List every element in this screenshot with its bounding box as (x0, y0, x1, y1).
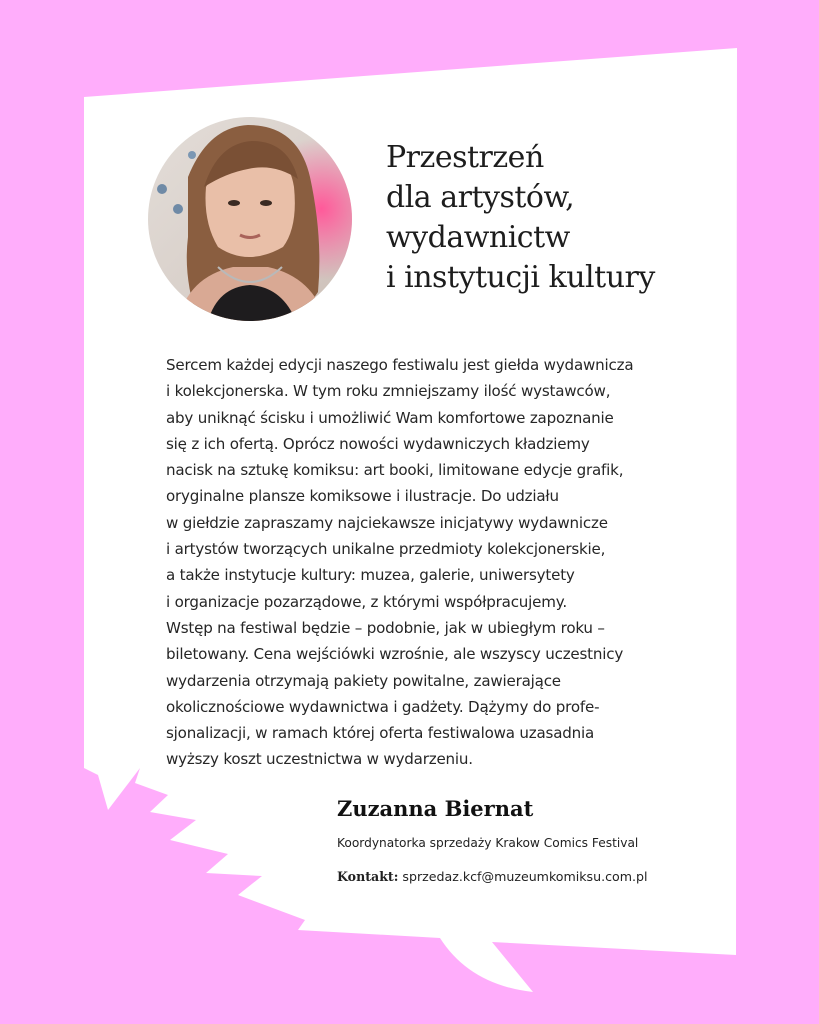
body-line: się z ich ofertą. Oprócz nowości wydawniczych kładziemy (166, 434, 590, 453)
body-line: wyższy koszt uczestnictwa w wydarzeniu. (166, 750, 473, 769)
contact-email-link[interactable]: sprzedaz.kcf@muzeumkomiksu.com.pl (402, 869, 648, 884)
body-line: w giełdzie zapraszamy najciekawsze inicjatywy wydawnicze (166, 513, 608, 532)
headline (386, 138, 716, 298)
body-line: biletowany. Cena wejściówki wzrośnie, ale wszyscy uczestnicy (166, 645, 624, 664)
headline-line: dla artystów, (386, 180, 575, 215)
body-line: oryginalne plansze komiksowe i ilustracje. Do udziału (166, 487, 559, 506)
headline-line: Przestrzeń (386, 140, 544, 175)
contact-label: Kontakt: (337, 869, 399, 884)
body-line: okolicznościowe wydawnictwa i gadżety. Dążymy do profe- (166, 697, 600, 716)
headline-line: i instytucji kultury (386, 260, 655, 295)
author-name: Zuzanna Biernat (337, 796, 534, 821)
body-line: i artystów tworzących unikalne przedmioty kolekcjonerskie, (166, 540, 606, 559)
headline-line: wydawnictw (386, 220, 570, 255)
body-line: Wstęp na festiwal będzie – podobnie, jak w ubiegłym roku – (166, 618, 605, 637)
author-role: Koordynatorka sprzedaży Krakow Comics Festival (337, 836, 639, 850)
body-line: sjonalizacji, w ramach której oferta festiwalowa uzasadnia (166, 724, 595, 743)
body-line: nacisk na sztukę komiksu: art booki, limitowane edycje grafik, (166, 461, 624, 480)
author-portrait (148, 117, 352, 321)
article-body (166, 352, 666, 773)
body-line: Sercem każdej edycji naszego festiwalu jest giełda wydawnicza (166, 356, 634, 374)
body-line: i organizacje pozarządowe, z którymi współpracujemy. (166, 592, 567, 611)
body-line: a także instytucje kultury: muzea, galerie, uniwersytety (166, 566, 575, 585)
body-line: wydarzenia otrzymają pakiety powitalne, zawierające (166, 671, 561, 690)
contact-line (337, 869, 648, 884)
body-line: aby uniknąć ścisku i umożliwić Wam komfortowe zapoznanie (166, 408, 614, 427)
body-line: i kolekcjonerska. W tym roku zmniejszamy ilość wystawców, (166, 382, 611, 401)
